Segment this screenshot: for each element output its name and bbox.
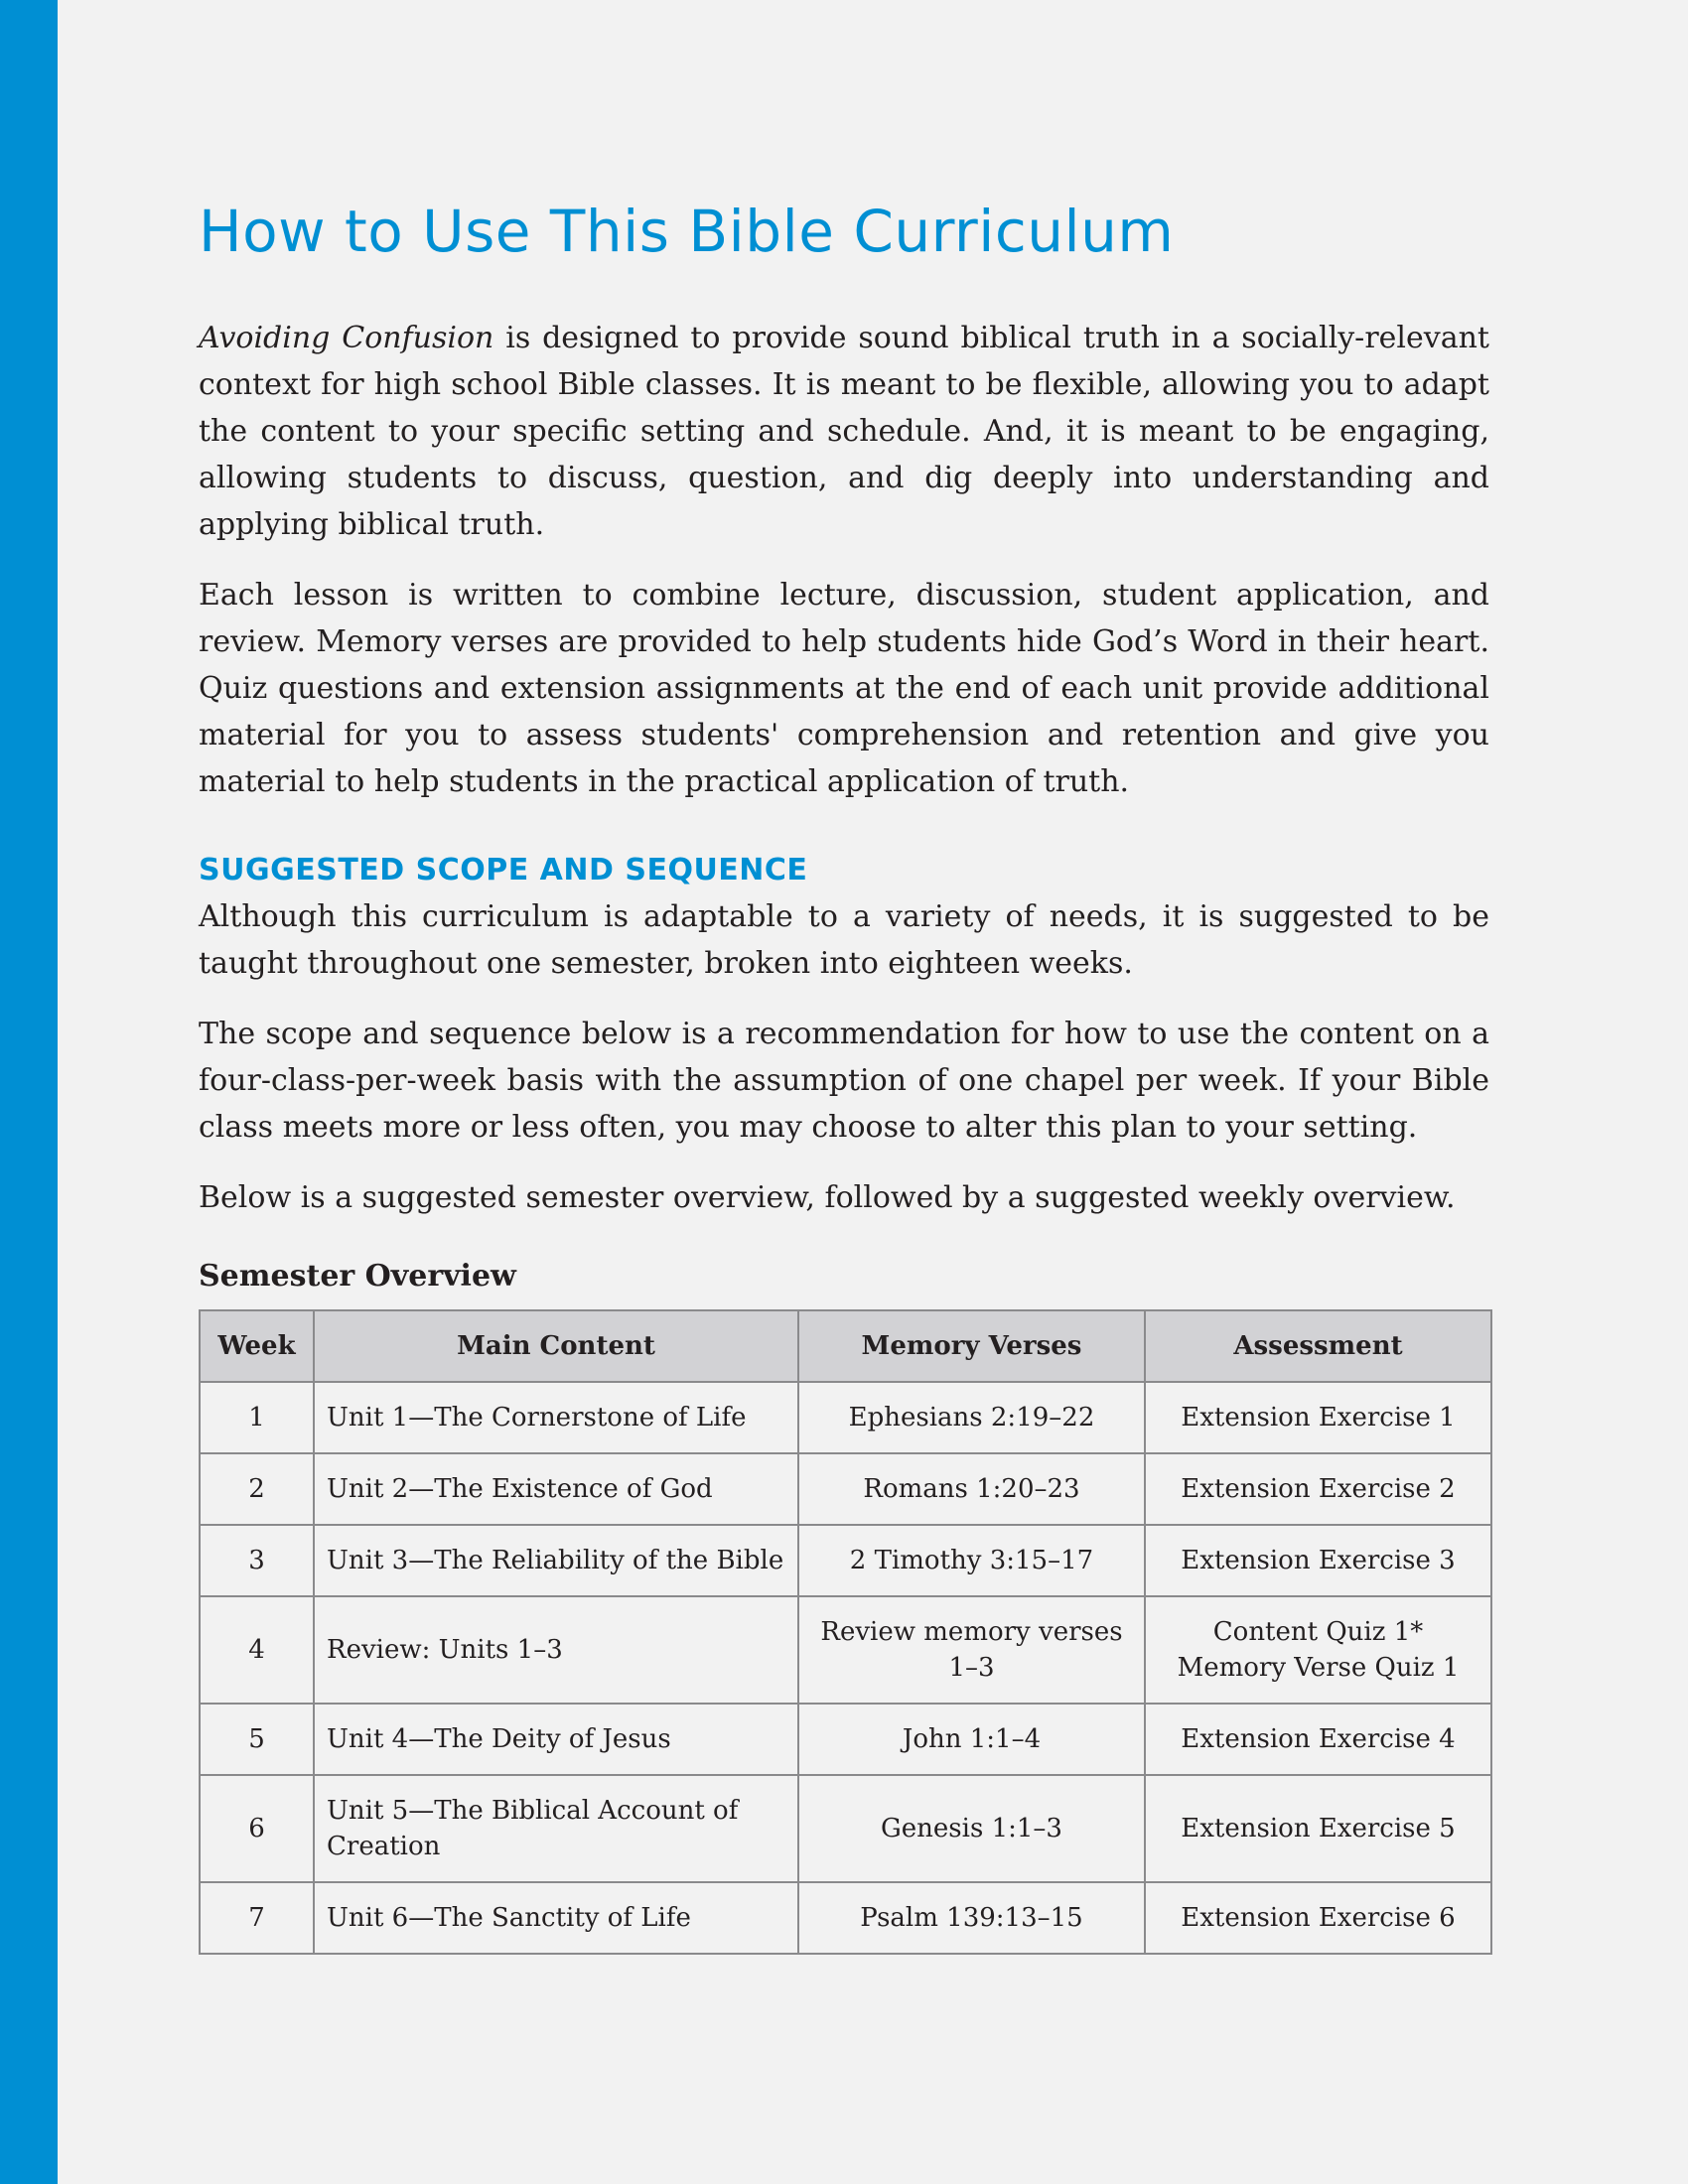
semester-overview-table <box>199 1309 1492 1955</box>
cell-assessment: Extension Exercise 4 <box>1145 1704 1491 1775</box>
table-caption: Semester Overview <box>199 1258 516 1294</box>
intro-paragraph-2: Each lesson is written to combine lecture, discussion, student application, and review. Memory verses are provided to help students hide God’s Word in their heart. Quiz questions and extension assignments at the end of each unit provide additional material for you to assess students' comprehension and retention and give you material to help students in the practical application of truth. <box>199 577 1489 799</box>
cell-assessment: Extension Exercise 2 <box>1145 1453 1491 1525</box>
header-assessment: Assessment <box>1145 1310 1491 1382</box>
cell-assessment: Extension Exercise 6 <box>1145 1882 1491 1954</box>
cell-week: 3 <box>200 1525 314 1596</box>
assessment-line: Memory Verse Quiz 1 <box>1177 1652 1460 1683</box>
assessment-line: Content Quiz 1* <box>1212 1616 1424 1647</box>
cell-week: 6 <box>200 1775 314 1882</box>
cell-memory-verses: Romans 1:20–23 <box>798 1453 1145 1525</box>
table-row <box>200 1596 1491 1704</box>
cell-main-content: Unit 4—The Deity of Jesus <box>314 1704 798 1775</box>
side-color-bar <box>0 0 58 2184</box>
cell-main-content: Review: Units 1–3 <box>314 1596 798 1704</box>
table-row <box>200 1382 1491 1453</box>
cell-memory-verses: 2 Timothy 3:15–17 <box>798 1525 1145 1596</box>
cell-memory-verses: Psalm 139:13–15 <box>798 1882 1145 1954</box>
scope-paragraph-1: Although this curriculum is adaptable to a variety of needs, it is suggested to be taught throughout one semester, broken into eighteen weeks. <box>199 898 1489 981</box>
intro-paragraph-1-text: is designed to provide sound biblical truth in a socially-relevant context for high school Bible classes. It is meant to be flexible, allowing you to adapt the content to your specific setting and schedule. And, it is meant to be engaging, allowing students to discuss, question, and dig deeply into understanding and applying biblical truth. <box>199 320 1489 542</box>
book-title: Avoiding Confusion <box>199 320 494 355</box>
cell-week: 5 <box>200 1704 314 1775</box>
section-heading-scope: SUGGESTED SCOPE AND SEQUENCE <box>199 852 808 887</box>
intro-paragraph-1 <box>199 315 1489 548</box>
table-header-row <box>200 1310 1491 1382</box>
table-row <box>200 1775 1491 1882</box>
scope-paragraph-3: Below is a suggested semester overview, followed by a suggested weekly overview. <box>199 1179 1456 1215</box>
cell-memory-verses: Genesis 1:1–3 <box>798 1775 1145 1882</box>
cell-memory-verses: John 1:1–4 <box>798 1704 1145 1775</box>
table-row <box>200 1453 1491 1525</box>
cell-main-content: Unit 3—The Reliability of the Bible <box>314 1525 798 1596</box>
cell-assessment: Extension Exercise 1 <box>1145 1382 1491 1453</box>
header-memory-verses: Memory Verses <box>798 1310 1145 1382</box>
table-row <box>200 1882 1491 1954</box>
cell-assessment: Extension Exercise 5 <box>1145 1775 1491 1882</box>
header-main-content: Main Content <box>314 1310 798 1382</box>
cell-main-content: Unit 5—The Biblical Account of Creation <box>314 1775 798 1882</box>
cell-week: 7 <box>200 1882 314 1954</box>
cell-week: 4 <box>200 1596 314 1704</box>
cell-assessment: Extension Exercise 3 <box>1145 1525 1491 1596</box>
cell-memory-verses: Review memory verses 1–3 <box>798 1596 1145 1704</box>
table-row <box>200 1525 1491 1596</box>
page-content <box>199 199 1489 1955</box>
cell-main-content: Unit 2—The Existence of God <box>314 1453 798 1525</box>
page-title: How to Use This Bible Curriculum <box>199 198 1175 265</box>
cell-week: 2 <box>200 1453 314 1525</box>
table-row <box>200 1704 1491 1775</box>
cell-week: 1 <box>200 1382 314 1453</box>
cell-main-content: Unit 6—The Sanctity of Life <box>314 1882 798 1954</box>
cell-memory-verses: Ephesians 2:19–22 <box>798 1382 1145 1453</box>
cell-main-content: Unit 1—The Cornerstone of Life <box>314 1382 798 1453</box>
header-week: Week <box>200 1310 314 1382</box>
scope-paragraph-2: The scope and sequence below is a recommendation for how to use the content on a four-class-per-week basis with the assumption of one chapel per week. If your Bible class meets more or less often, you may choose to alter this plan to your setting. <box>199 1016 1489 1145</box>
cell-assessment <box>1145 1596 1491 1704</box>
